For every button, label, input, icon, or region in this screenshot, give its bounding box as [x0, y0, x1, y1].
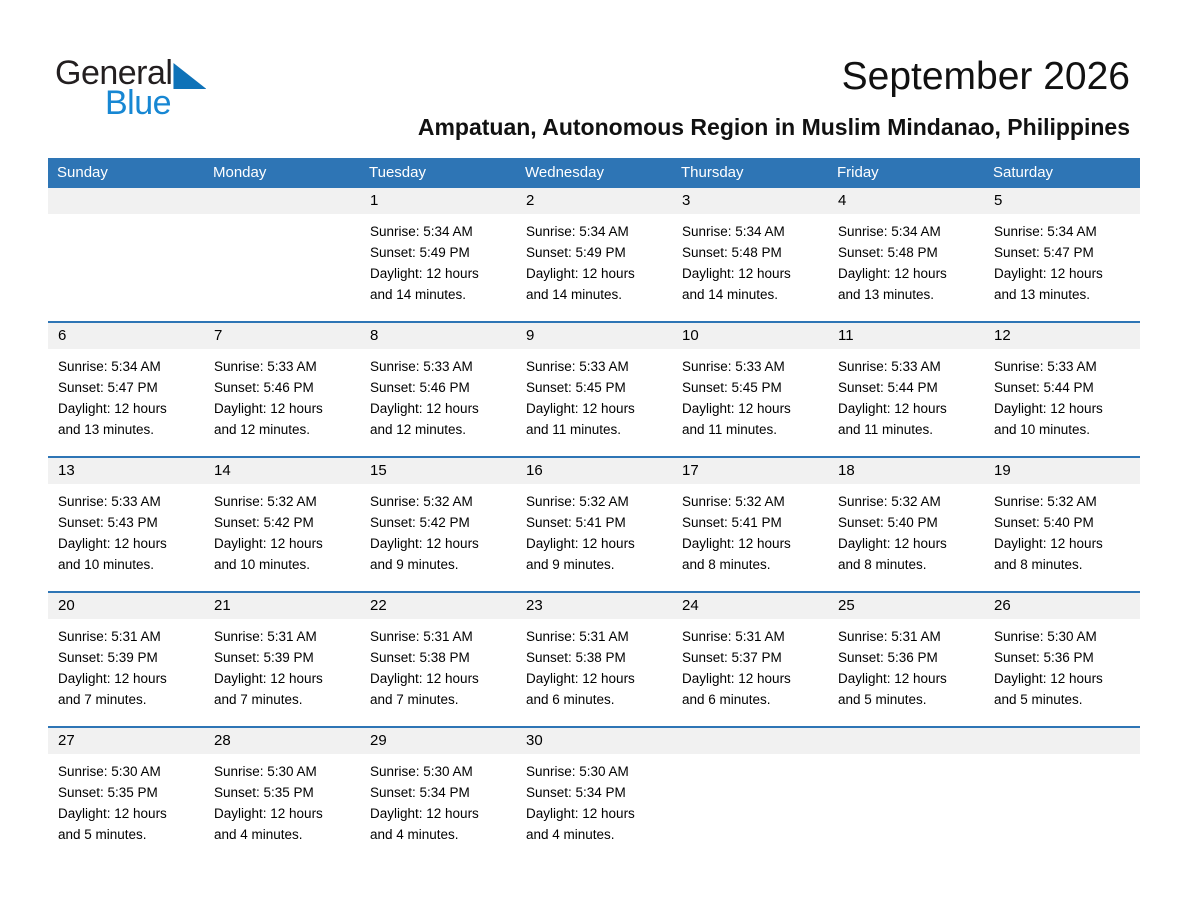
week-row [48, 321, 1140, 456]
daylight-text-line1: Daylight: 12 hours [682, 266, 791, 281]
day-number: 21 [214, 597, 231, 614]
day-number: 16 [526, 462, 543, 479]
daylight-text-line1: Daylight: 12 hours [838, 536, 947, 551]
weekday-label-tuesday: Tuesday [369, 163, 426, 181]
daylight-text-line1: Daylight: 12 hours [682, 536, 791, 551]
sunset-text: Sunset: 5:41 PM [526, 515, 626, 530]
sunrise-text: Sunrise: 5:34 AM [838, 224, 941, 239]
daylight-text-line2: and 5 minutes. [838, 692, 927, 707]
sunset-text: Sunset: 5:39 PM [214, 650, 314, 665]
sunrise-text: Sunrise: 5:32 AM [682, 494, 785, 509]
sunset-text: Sunset: 5:49 PM [370, 245, 470, 260]
sunrise-text: Sunrise: 5:32 AM [838, 494, 941, 509]
day-number: 1 [370, 192, 379, 209]
daylight-text-line2: and 4 minutes. [526, 827, 615, 842]
daylight-text-line2: and 7 minutes. [370, 692, 459, 707]
day-cell [204, 349, 360, 440]
sunrise-text: Sunrise: 5:30 AM [58, 764, 161, 779]
sunset-text: Sunset: 5:34 PM [526, 785, 626, 800]
empty-cell [984, 754, 1140, 845]
weekday-label-thursday: Thursday [681, 163, 744, 181]
daylight-text-line2: and 4 minutes. [214, 827, 303, 842]
day-number: 19 [994, 462, 1011, 479]
daylight-text-line2: and 11 minutes. [526, 422, 622, 437]
day-number: 6 [58, 327, 67, 344]
sunset-text: Sunset: 5:45 PM [682, 380, 782, 395]
daylight-text-line2: and 10 minutes. [58, 557, 155, 572]
sunrise-text: Sunrise: 5:30 AM [370, 764, 473, 779]
day-number-band [48, 188, 1140, 214]
daylight-text-line2: and 8 minutes. [994, 557, 1083, 572]
day-cell [360, 214, 516, 305]
empty-day [984, 728, 1140, 754]
empty-day [48, 188, 204, 214]
daylight-text-line2: and 5 minutes. [58, 827, 147, 842]
daylight-text-line2: and 12 minutes. [370, 422, 467, 437]
day-number: 23 [526, 597, 543, 614]
logo-text-blue: Blue [105, 84, 172, 122]
day-number: 17 [682, 462, 699, 479]
week-row [48, 456, 1140, 591]
day-cell [48, 754, 204, 845]
daylight-text-line1: Daylight: 12 hours [214, 671, 323, 686]
sunset-text: Sunset: 5:45 PM [526, 380, 626, 395]
empty-day [828, 728, 984, 754]
daylight-text-line1: Daylight: 12 hours [370, 536, 479, 551]
sunset-text: Sunset: 5:44 PM [994, 380, 1094, 395]
daylight-text-line2: and 12 minutes. [214, 422, 311, 437]
day-details-row [48, 619, 1140, 710]
sunset-text: Sunset: 5:38 PM [370, 650, 470, 665]
daylight-text-line2: and 7 minutes. [214, 692, 303, 707]
sunset-text: Sunset: 5:47 PM [994, 245, 1094, 260]
sunset-text: Sunset: 5:38 PM [526, 650, 626, 665]
daylight-text-line1: Daylight: 12 hours [58, 401, 167, 416]
day-cell [672, 484, 828, 575]
day-number: 29 [370, 732, 387, 749]
daylight-text-line2: and 13 minutes. [994, 287, 1091, 302]
day-cell [828, 484, 984, 575]
daylight-text-line1: Daylight: 12 hours [58, 671, 167, 686]
daylight-text-line1: Daylight: 12 hours [838, 671, 947, 686]
day-number: 10 [682, 327, 699, 344]
daylight-text-line1: Daylight: 12 hours [526, 266, 635, 281]
daylight-text-line1: Daylight: 12 hours [370, 401, 479, 416]
day-cell [360, 484, 516, 575]
daylight-text-line2: and 10 minutes. [214, 557, 311, 572]
sunset-text: Sunset: 5:46 PM [214, 380, 314, 395]
day-cell [204, 484, 360, 575]
sunrise-text: Sunrise: 5:31 AM [526, 629, 629, 644]
week-row [48, 186, 1140, 321]
daylight-text-line1: Daylight: 12 hours [526, 401, 635, 416]
week-row [48, 591, 1140, 726]
day-number: 11 [838, 327, 854, 344]
sunrise-text: Sunrise: 5:34 AM [526, 224, 629, 239]
sunrise-text: Sunrise: 5:33 AM [526, 359, 629, 374]
sunrise-text: Sunrise: 5:32 AM [370, 494, 473, 509]
title-block [418, 55, 1130, 141]
sunrise-text: Sunrise: 5:32 AM [526, 494, 629, 509]
daylight-text-line2: and 14 minutes. [526, 287, 623, 302]
daylight-text-line2: and 8 minutes. [682, 557, 771, 572]
day-cell [516, 754, 672, 845]
day-cell [48, 484, 204, 575]
daylight-text-line2: and 8 minutes. [838, 557, 927, 572]
day-cell [48, 349, 204, 440]
day-number: 20 [58, 597, 75, 614]
day-details-row [48, 484, 1140, 575]
day-number: 3 [682, 192, 691, 209]
day-number: 25 [838, 597, 855, 614]
daylight-text-line1: Daylight: 12 hours [994, 401, 1103, 416]
daylight-text-line1: Daylight: 12 hours [682, 401, 791, 416]
day-details-row [48, 214, 1140, 305]
sunrise-text: Sunrise: 5:34 AM [370, 224, 473, 239]
sunset-text: Sunset: 5:49 PM [526, 245, 626, 260]
day-cell [516, 484, 672, 575]
daylight-text-line2: and 9 minutes. [526, 557, 615, 572]
daylight-text-line2: and 4 minutes. [370, 827, 459, 842]
sunset-text: Sunset: 5:34 PM [370, 785, 470, 800]
day-cell [984, 349, 1140, 440]
page-subtitle: Ampatuan, Autonomous Region in Muslim Mindanao, Philippines [417, 114, 1130, 140]
day-details-row [48, 754, 1140, 845]
empty-day [204, 188, 360, 214]
day-cell [984, 484, 1140, 575]
weekday-header-row [48, 158, 1140, 186]
empty-cell [828, 754, 984, 845]
daylight-text-line1: Daylight: 12 hours [214, 806, 323, 821]
day-cell [360, 754, 516, 845]
sunrise-text: Sunrise: 5:34 AM [682, 224, 785, 239]
daylight-text-line1: Daylight: 12 hours [370, 266, 479, 281]
daylight-text-line2: and 6 minutes. [682, 692, 771, 707]
day-number: 28 [214, 732, 231, 749]
sunset-text: Sunset: 5:46 PM [370, 380, 470, 395]
sunset-text: Sunset: 5:42 PM [214, 515, 314, 530]
sunset-text: Sunset: 5:37 PM [682, 650, 782, 665]
day-number: 7 [214, 327, 223, 344]
day-cell [828, 619, 984, 710]
day-number-band [48, 728, 1140, 754]
daylight-text-line1: Daylight: 12 hours [526, 536, 635, 551]
sunset-text: Sunset: 5:48 PM [682, 245, 782, 260]
sunrise-text: Sunrise: 5:31 AM [370, 629, 473, 644]
daylight-text-line1: Daylight: 12 hours [58, 536, 167, 551]
day-number: 2 [526, 192, 535, 209]
day-number: 13 [58, 462, 75, 479]
daylight-text-line2: and 14 minutes. [682, 287, 779, 302]
day-number: 4 [838, 192, 847, 209]
day-number-band [48, 323, 1140, 349]
sunrise-text: Sunrise: 5:33 AM [838, 359, 941, 374]
weekday-label-monday: Monday [213, 163, 267, 181]
sunset-text: Sunset: 5:35 PM [58, 785, 158, 800]
empty-cell [204, 214, 360, 305]
sunrise-text: Sunrise: 5:31 AM [838, 629, 941, 644]
day-cell [360, 619, 516, 710]
sunrise-text: Sunrise: 5:33 AM [994, 359, 1097, 374]
day-cell [516, 619, 672, 710]
sunset-text: Sunset: 5:43 PM [58, 515, 158, 530]
day-number: 8 [370, 327, 379, 344]
day-number-band [48, 593, 1140, 619]
sunrise-text: Sunrise: 5:34 AM [994, 224, 1097, 239]
sunset-text: Sunset: 5:36 PM [994, 650, 1094, 665]
day-number: 15 [370, 462, 387, 479]
weekday-label-saturday: Saturday [993, 163, 1054, 181]
day-cell [984, 214, 1140, 305]
sunset-text: Sunset: 5:47 PM [58, 380, 158, 395]
day-number: 5 [994, 192, 1003, 209]
daylight-text-line2: and 10 minutes. [994, 422, 1091, 437]
sunset-text: Sunset: 5:40 PM [994, 515, 1094, 530]
daylight-text-line1: Daylight: 12 hours [526, 671, 635, 686]
logo-text-general: General [55, 54, 173, 92]
empty-cell [672, 754, 828, 845]
sunrise-text: Sunrise: 5:31 AM [58, 629, 161, 644]
day-cell [516, 349, 672, 440]
day-number: 22 [370, 597, 387, 614]
day-number: 27 [58, 732, 75, 749]
daylight-text-line2: and 14 minutes. [370, 287, 467, 302]
sunset-text: Sunset: 5:41 PM [682, 515, 782, 530]
day-number: 26 [994, 597, 1011, 614]
daylight-text-line1: Daylight: 12 hours [994, 671, 1103, 686]
daylight-text-line2: and 5 minutes. [994, 692, 1083, 707]
sunset-text: Sunset: 5:44 PM [838, 380, 938, 395]
sunrise-text: Sunrise: 5:34 AM [58, 359, 161, 374]
sunrise-text: Sunrise: 5:32 AM [214, 494, 317, 509]
day-cell [672, 349, 828, 440]
sunrise-text: Sunrise: 5:30 AM [526, 764, 629, 779]
daylight-text-line1: Daylight: 12 hours [214, 536, 323, 551]
sunrise-text: Sunrise: 5:33 AM [682, 359, 785, 374]
day-details-row [48, 349, 1140, 440]
week-row [48, 726, 1140, 861]
day-number: 12 [994, 327, 1011, 344]
daylight-text-line2: and 11 minutes. [838, 422, 934, 437]
day-cell [984, 619, 1140, 710]
day-cell [828, 214, 984, 305]
sunrise-text: Sunrise: 5:31 AM [214, 629, 317, 644]
day-number: 9 [526, 327, 535, 344]
day-number: 30 [526, 732, 543, 749]
calendar-grid [48, 158, 1140, 861]
daylight-text-line2: and 7 minutes. [58, 692, 147, 707]
daylight-text-line2: and 13 minutes. [58, 422, 155, 437]
sunset-text: Sunset: 5:36 PM [838, 650, 938, 665]
weekday-label-sunday: Sunday [57, 163, 108, 181]
sunrise-text: Sunrise: 5:33 AM [370, 359, 473, 374]
sunrise-text: Sunrise: 5:32 AM [994, 494, 1097, 509]
day-cell [672, 214, 828, 305]
daylight-text-line1: Daylight: 12 hours [838, 401, 947, 416]
daylight-text-line1: Daylight: 12 hours [526, 806, 635, 821]
day-cell [672, 619, 828, 710]
daylight-text-line1: Daylight: 12 hours [682, 671, 791, 686]
weekday-label-wednesday: Wednesday [525, 163, 604, 181]
day-cell [204, 754, 360, 845]
day-cell [204, 619, 360, 710]
daylight-text-line1: Daylight: 12 hours [838, 266, 947, 281]
sunset-text: Sunset: 5:39 PM [58, 650, 158, 665]
sunrise-text: Sunrise: 5:33 AM [214, 359, 317, 374]
sunset-text: Sunset: 5:40 PM [838, 515, 938, 530]
daylight-text-line1: Daylight: 12 hours [994, 266, 1103, 281]
daylight-text-line1: Daylight: 12 hours [370, 671, 479, 686]
day-cell [360, 349, 516, 440]
day-number: 24 [682, 597, 699, 614]
day-number: 18 [838, 462, 855, 479]
general-blue-logo [55, 56, 206, 120]
day-cell [48, 619, 204, 710]
daylight-text-line1: Daylight: 12 hours [370, 806, 479, 821]
daylight-text-line1: Daylight: 12 hours [994, 536, 1103, 551]
empty-cell [48, 214, 204, 305]
daylight-text-line2: and 9 minutes. [370, 557, 459, 572]
empty-day [672, 728, 828, 754]
sunset-text: Sunset: 5:35 PM [214, 785, 314, 800]
sunrise-text: Sunrise: 5:30 AM [994, 629, 1097, 644]
sunrise-text: Sunrise: 5:33 AM [58, 494, 161, 509]
weekday-label-friday: Friday [837, 163, 879, 181]
daylight-text-line2: and 11 minutes. [682, 422, 778, 437]
day-number-band [48, 458, 1140, 484]
day-cell [828, 349, 984, 440]
daylight-text-line1: Daylight: 12 hours [214, 401, 323, 416]
sunset-text: Sunset: 5:42 PM [370, 515, 470, 530]
sunrise-text: Sunrise: 5:31 AM [682, 629, 785, 644]
sunrise-text: Sunrise: 5:30 AM [214, 764, 317, 779]
page-title: September 2026 [841, 55, 1130, 98]
day-number: 14 [214, 462, 231, 479]
daylight-text-line1: Daylight: 12 hours [58, 806, 167, 821]
daylight-text-line2: and 13 minutes. [838, 287, 935, 302]
sunset-text: Sunset: 5:48 PM [838, 245, 938, 260]
day-cell [516, 214, 672, 305]
daylight-text-line2: and 6 minutes. [526, 692, 615, 707]
